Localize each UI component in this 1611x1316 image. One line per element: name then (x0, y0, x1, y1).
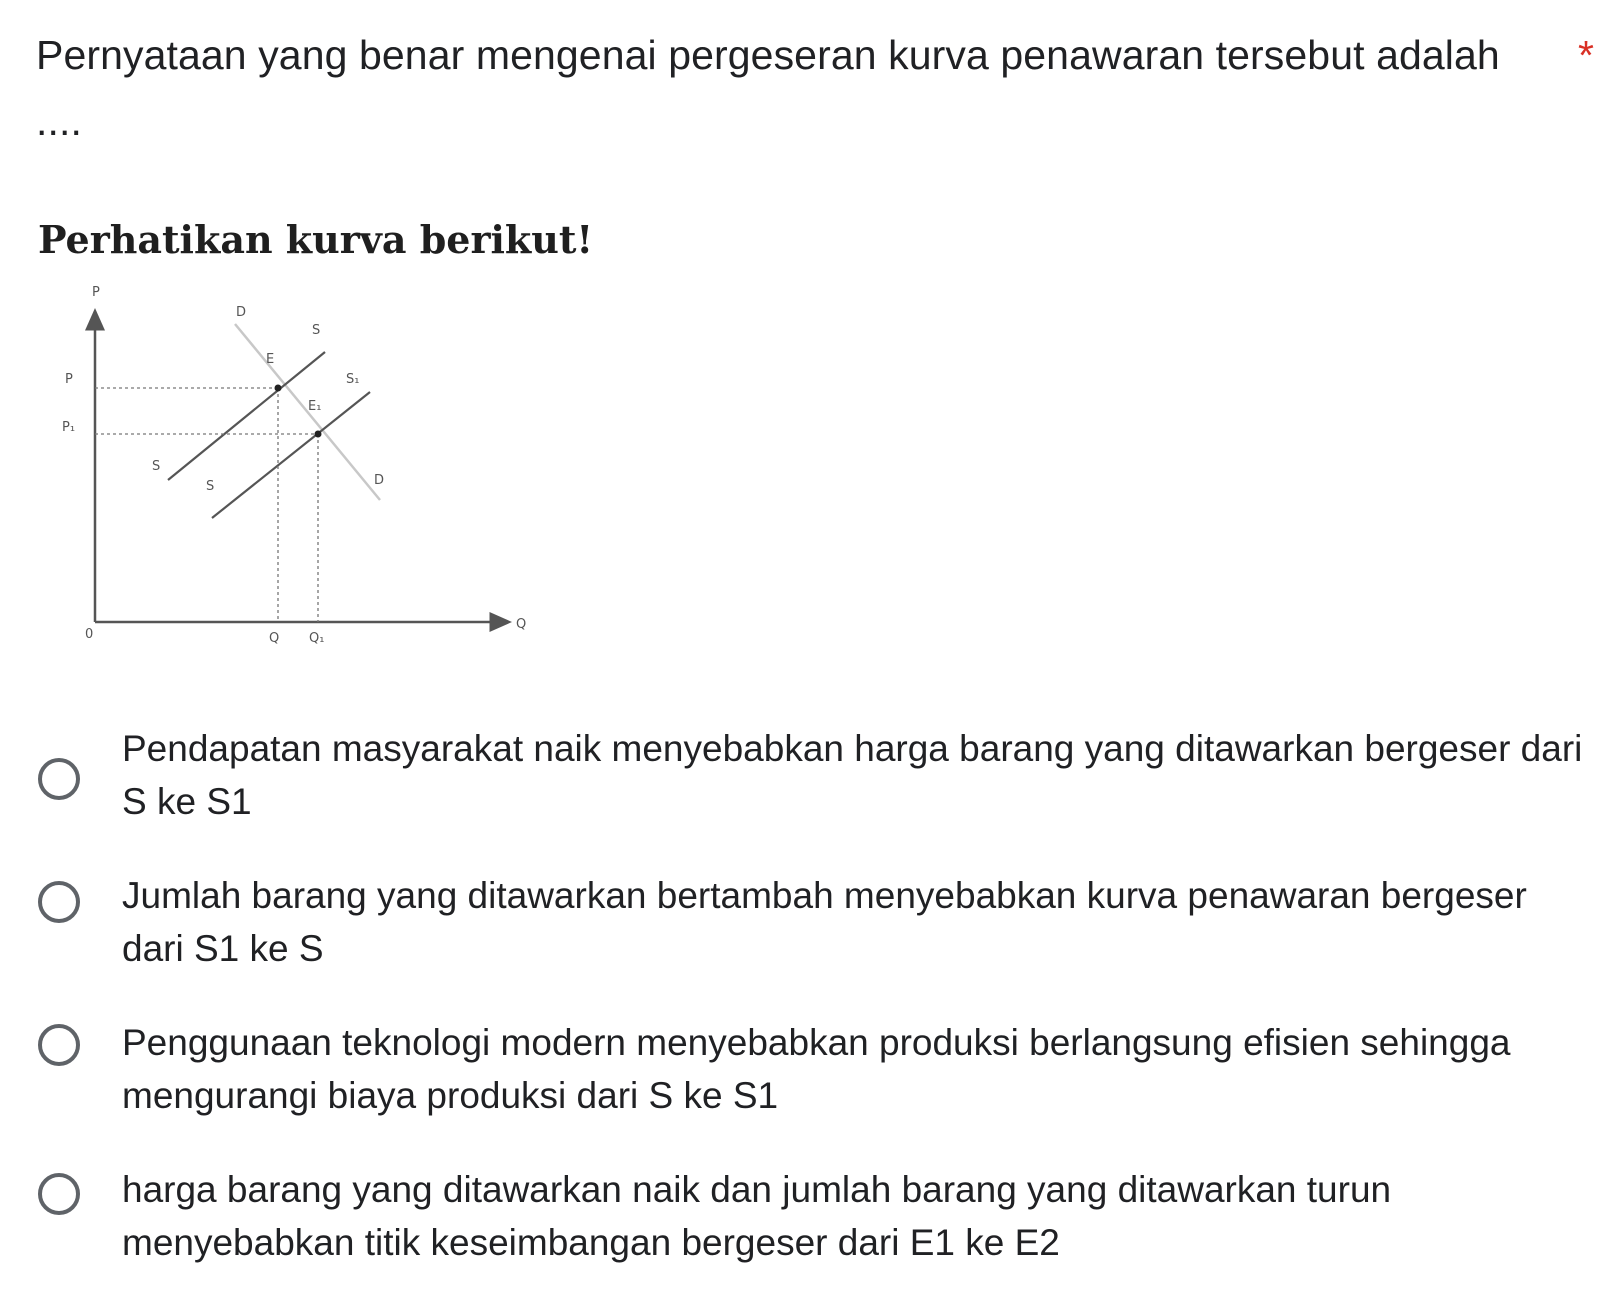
option-4-radio[interactable] (38, 1173, 80, 1215)
d-top-label: D (236, 305, 247, 320)
p-axis-label: P (92, 285, 100, 300)
supply-demand-graph (40, 280, 560, 680)
q-axis-label: Q (516, 617, 527, 632)
option-2-radio[interactable] (38, 881, 80, 923)
option-1[interactable] (0, 722, 1611, 832)
question-title: Pernyataan yang benar mengenai pergeseran kurva penawaran tersebut adalah .... (36, 32, 1500, 144)
supply-curve-s (168, 352, 325, 480)
figure-caption: Perhatikan kurva berikut! (38, 217, 594, 262)
q1-label: Q₁ (309, 631, 325, 646)
q-label: Q (269, 631, 280, 646)
e1-label: E₁ (308, 399, 322, 414)
s-top-label: S (312, 323, 321, 338)
required-marker: * (1578, 32, 1594, 78)
option-3-radio[interactable] (38, 1024, 80, 1066)
option-4-label: harga barang yang ditawarkan naik dan jumlah barang yang ditawarkan turun menyebabkan titik keseimbangan bergeser dari E1 ke E2 (122, 1169, 1392, 1263)
option-2[interactable] (0, 869, 1611, 979)
d-bottom-label: D (374, 473, 385, 488)
s1-top-label: S₁ (346, 372, 360, 387)
option-3-label: Penggunaan teknologi modern menyebabkan produksi berlangsung efisien sehingga mengurangi biaya produksi dari S ke S1 (122, 1022, 1511, 1116)
supply-curve-s1 (212, 392, 370, 518)
option-1-radio[interactable] (38, 758, 80, 800)
option-2-label: Jumlah barang yang ditawarkan bertambah menyebabkan kurva penawaran bergeser dari S1 ke S (122, 875, 1527, 969)
equilibrium-e-point (275, 385, 282, 392)
option-1-label: Pendapatan masyarakat naik menyebabkan harga barang yang ditawarkan bergeser dari S ke S1 (122, 728, 1583, 822)
option-3[interactable] (0, 1016, 1611, 1126)
e-label: E (266, 352, 275, 367)
s-bottom-label: S (206, 479, 215, 494)
s-bottom-left-label: S (152, 459, 161, 474)
p-label: P (65, 372, 73, 387)
option-4[interactable] (0, 1163, 1611, 1273)
p1-label: P₁ (62, 420, 76, 435)
origin-label: 0 (85, 627, 94, 642)
equilibrium-e1-point (315, 431, 322, 438)
